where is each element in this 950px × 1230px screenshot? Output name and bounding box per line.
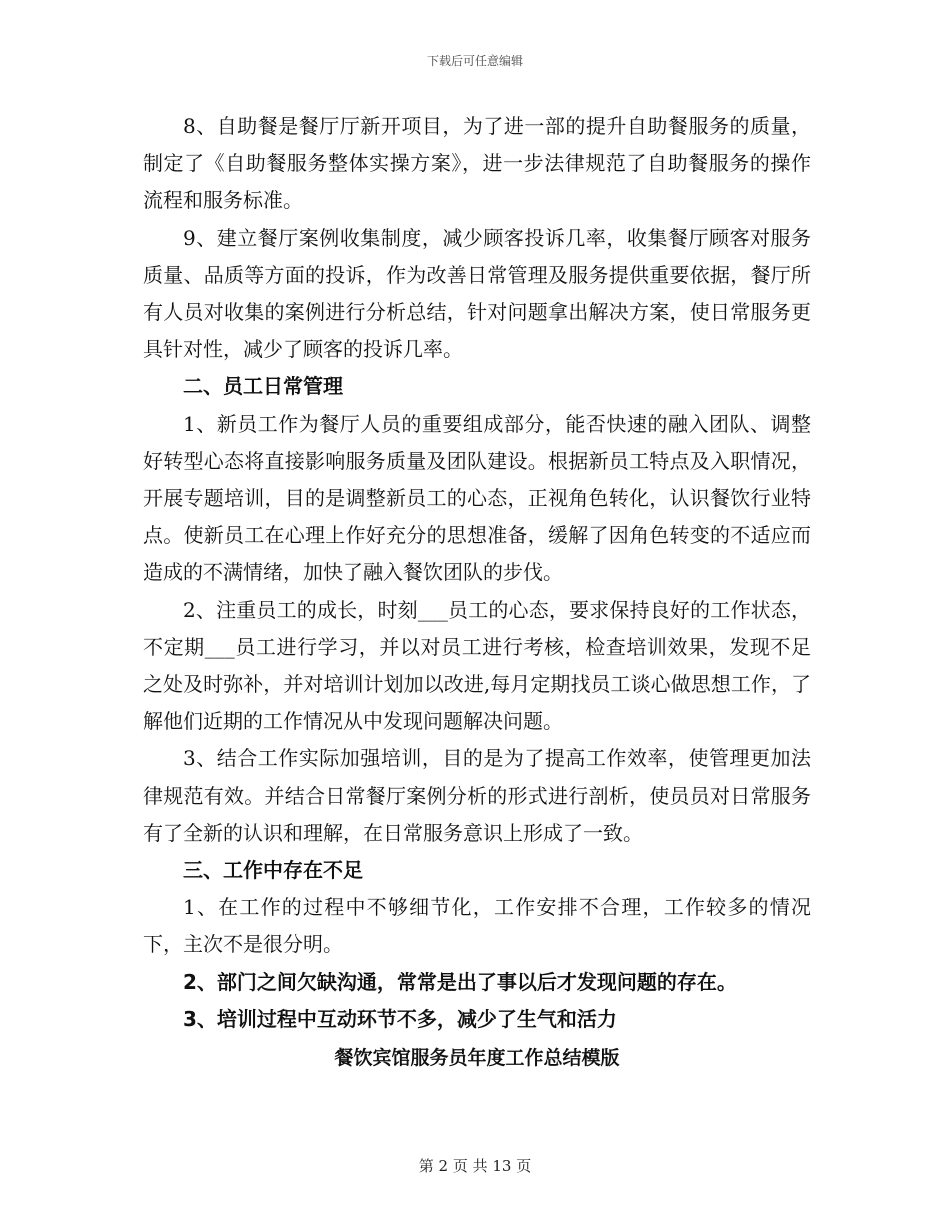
document-body bbox=[143, 108, 811, 1077]
paragraph-shortcoming-2: 2、部门之间欠缺沟通，常常是出了事以后才发现问题的存在。 bbox=[183, 969, 737, 994]
paragraph-item-8: 8、自助餐是餐厅厅新开项目，为了进一部的提升自助餐服务的质量，制定了《自助餐服务整体实操方案》，进一步法律规范了自助餐服务的操作流程和服务标准。 bbox=[143, 114, 811, 213]
paragraph-shortcoming-1: 1、在工作的过程中不够细节化，工作安排不合理，工作较多的情况下，主次不是很分明。 bbox=[143, 895, 811, 957]
section-heading-3: 三、工作中存在不足 bbox=[183, 858, 363, 883]
paragraph-item-9: 9、建立餐厅案例收集制度，减少顾客投诉几率，收集餐厅顾客对服务质量、品质等方面的投诉，作为改善日常管理及服务提供重要依据，餐厅所有人员对收集的案例进行分析总结，针对问题拿出解决方案，使日常服务更具针对性，减少了顾客的投诉几率。 bbox=[143, 225, 811, 362]
section-heading-2: 二、员工日常管理 bbox=[183, 374, 343, 399]
paragraph-shortcoming-3: 3、培训过程中互动环节不多，减少了生气和活力 bbox=[183, 1006, 617, 1031]
paragraph-staff-2: 2、注重员工的成长，时刻___员工的心态，要求保持良好的工作状态，不定期___员工进行学习，并以对员工进行考核，检查培训效果，发现不足之处及时弥补，并对培训计划加以改进,每月定期找员工谈心做思想工作，了解他们近期的工作情况从中发现问题解决问题。 bbox=[143, 597, 811, 734]
paragraph-staff-3: 3、结合工作实际加强培训，目的是为了提高工作效率，使管理更加法律规范有效。并结合日常餐厅案例分析的形式进行剖析，使员员对日常服务有了全新的认识和理解，在日常服务意识上形成了一致。 bbox=[143, 746, 811, 845]
closing-title: 餐饮宾馆服务员年度工作总结模版 bbox=[334, 1047, 620, 1070]
page-footer: 第 2 页 共 13 页 bbox=[418, 1157, 532, 1175]
page-header: 下载后可任意编辑 bbox=[426, 54, 523, 68]
paragraph-staff-1: 1、新员工作为餐厅人员的重要组成部分，能否快速的融入团队、调整好转型心态将直接影响服务质量及团队建设。根据新员工特点及入职情况，开展专题培训，目的是调整新员工的心态，正视角色转化，认识餐饮行业特点。使新员工在心理上作好充分的思想准备，缓解了因角色转变的不适应而造成的不满情绪，加快了融入餐饮团队的步伐。 bbox=[143, 411, 811, 585]
